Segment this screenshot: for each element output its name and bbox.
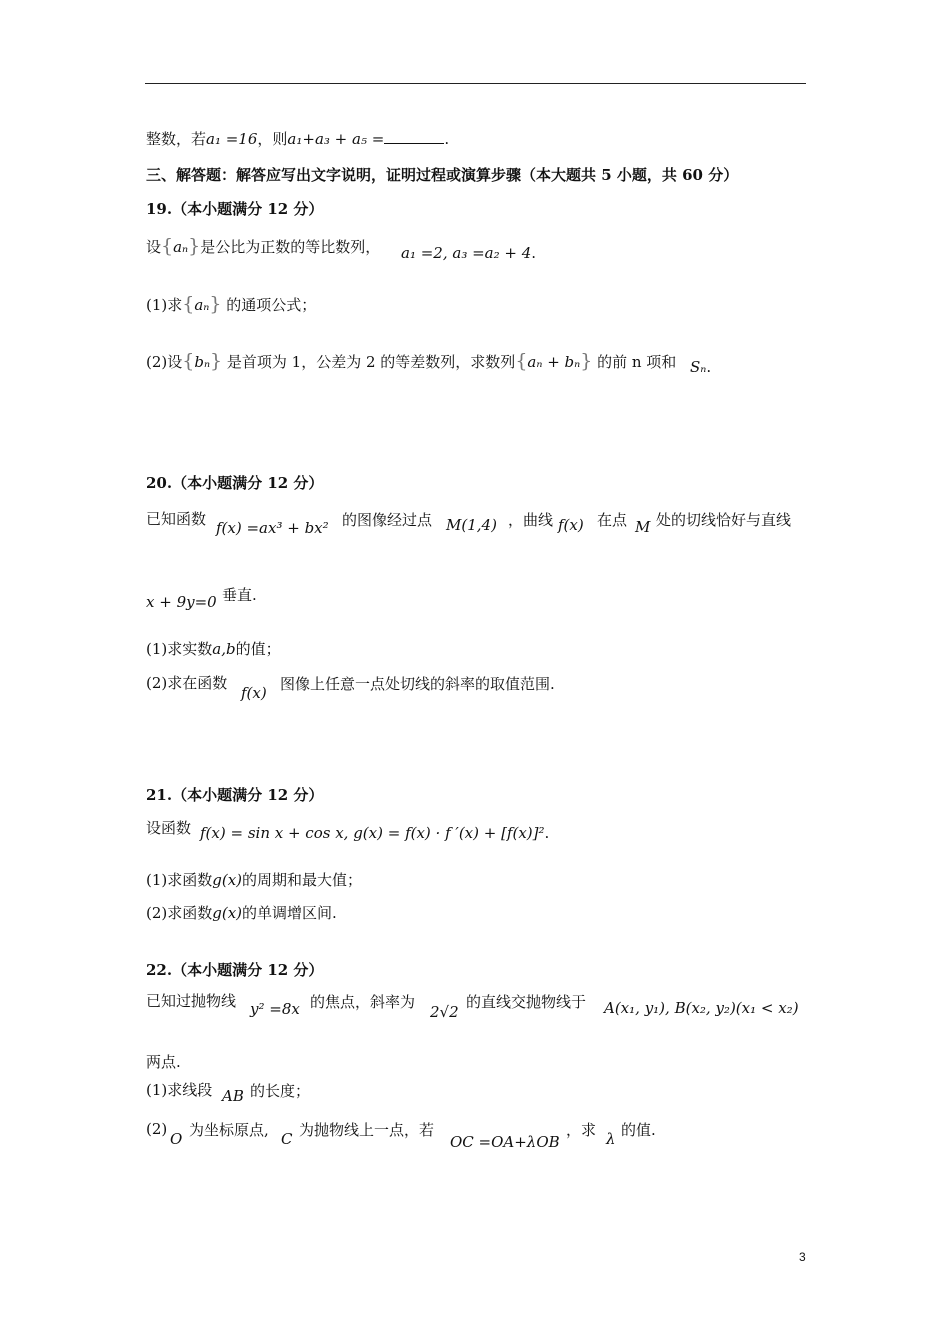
continued-line [146, 129, 449, 149]
q22-p1-b: 的长度； [250, 1082, 311, 1100]
q19-stem-b: 是公比为正数的等比数列， [200, 238, 381, 256]
q20-curve: f(x) [558, 516, 584, 534]
q21-p2-b: 的单调增区间. [242, 904, 337, 922]
q21-part1 [146, 870, 362, 890]
q19-p2-end: . [706, 358, 712, 376]
q21-p1-func: g(x) [212, 871, 243, 889]
q21-p2-a: (2)求函数 [146, 904, 213, 922]
q20-p2-b: 图像上任意一点处切线的斜率的取值范围. [280, 675, 555, 693]
q19-part2: (2)设{bₙ} 是首项为 1，公差为 2 的等差数列，求数列{aₙ + bₙ} 的前 n 项和 [146, 350, 677, 372]
q19-stem-a: 设 [146, 238, 162, 256]
q22-stem-d: 两点. [146, 1053, 181, 1071]
q19-p1-seq: aₙ [194, 296, 210, 314]
q22-p2-b: 为坐标原点, [189, 1121, 269, 1139]
q20-part2-a: (2)求在函数 [146, 674, 228, 692]
q22-parabola: y² =8x [250, 1000, 300, 1018]
q20-stem-b: 的图像经过点 [342, 511, 433, 529]
q20-stem-a: 已知函数 [146, 510, 207, 528]
q19-p1-label: (1)求 [146, 296, 183, 314]
q20-p1-b: 的值； [235, 640, 281, 658]
section3-header: 三、解答题：解答应写出文字说明，证明过程或演算步骤（本大题共 5 小题，共 60 分） [146, 166, 739, 184]
q22-slope: 2√2 [430, 1003, 459, 1021]
q21-defs-text: f(x) = sin x + cos x, g(x) = f(x) · f ′(x) + [f(x)]² [200, 824, 545, 842]
q19-seq-an: aₙ [173, 238, 189, 256]
q21-p1-b: 的周期和最大值； [242, 871, 363, 889]
q19-stem: 设{aₙ}是公比为正数的等比数列， [146, 235, 381, 257]
q19-p2-text-a: 是首项为 1，公差为 2 的等差数列，求数列 [226, 353, 516, 371]
q20-p2-func: f(x) [241, 684, 267, 702]
q20-func: f(x) =ax³ + bx² [216, 519, 329, 537]
q22-p1-seg: AB [222, 1087, 244, 1105]
q21-stem-end: . [544, 824, 550, 842]
q22-p2-lambda: λ [606, 1130, 616, 1148]
q21-p1-a: (1)求函数 [146, 871, 213, 889]
q20-point: M(1,4) [446, 516, 497, 534]
q20-stem-d: 在点 [597, 511, 628, 529]
q20-stem-c: ，曲线 [508, 511, 554, 529]
q22-stem-c: 的直线交抛物线于 [466, 993, 587, 1011]
continued-expr: a₁+a₃ + a₅ = [287, 130, 385, 148]
page-number: 3 [799, 1250, 806, 1264]
q22-p2-o: O [170, 1130, 183, 1148]
q22-title: 22.（本小题满分 12 分） [146, 961, 324, 979]
q20-stem-e: 处的切线恰好与直线 [656, 511, 792, 529]
q22-points: A(x₁, y₁), B(x₂, y₂)(x₁ < x₂) [604, 999, 799, 1017]
q21-part2 [146, 903, 337, 923]
q19-cond-text: a₁ =2, a₃ =a₂ + 4 [401, 244, 532, 262]
q21-stem-a: 设函数 [146, 819, 192, 837]
q22-p2-e: 的值. [621, 1121, 656, 1139]
q19-p2-seq2: aₙ + bₙ [527, 353, 581, 371]
q21-defs [200, 824, 549, 842]
q19-p2-label: (2)设 [146, 353, 183, 371]
q20-line-eq: x + 9y=0 [146, 593, 217, 611]
q22-p2-d: ，求 [566, 1121, 597, 1139]
header-rule [145, 83, 806, 84]
q19-p2-sum-text: Sₙ [690, 358, 707, 376]
q19-part1: (1)求{aₙ} 的通项公式； [146, 293, 317, 315]
q19-p2-seq: bₙ [194, 353, 211, 371]
q20-stem-f: 垂直. [222, 586, 257, 604]
q19-p2-text-b: 的前 n 项和 [597, 353, 677, 371]
q22-p2-vec: OC =OA+λOB [450, 1133, 560, 1151]
continued-text-b: ，则 [257, 130, 288, 148]
answer-blank[interactable] [384, 129, 444, 144]
q20-part1 [146, 639, 281, 659]
q20-point-m: M [635, 518, 651, 536]
q20-title: 20.（本小题满分 12 分） [146, 474, 324, 492]
q19-stem-end: . [531, 244, 537, 262]
q19-p2-sum [690, 358, 711, 376]
continued-cond: a₁ =16 [206, 130, 258, 148]
q21-p2-func: g(x) [212, 904, 243, 922]
q22-part1-a: (1)求线段 [146, 1081, 213, 1099]
q22-stem-b: 的焦点，斜率为 [310, 993, 416, 1011]
continued-text-a: 整数，若 [146, 130, 207, 148]
q21-title: 21.（本小题满分 12 分） [146, 786, 324, 804]
q20-p1-vars: a,b [212, 640, 236, 658]
q22-p2-c: 为抛物线上一点，若 [299, 1121, 435, 1139]
q22-p2-c-var: C [281, 1130, 293, 1148]
q19-p1-text: 的通项公式； [226, 296, 317, 314]
q22-p2-a: (2) [146, 1120, 168, 1138]
q19-title: 19.（本小题满分 12 分） [146, 200, 324, 218]
continued-tail: . [444, 130, 450, 148]
q20-p1-a: (1)求实数 [146, 640, 213, 658]
q22-stem-a: 已知过抛物线 [146, 992, 237, 1010]
q19-cond [401, 244, 536, 262]
